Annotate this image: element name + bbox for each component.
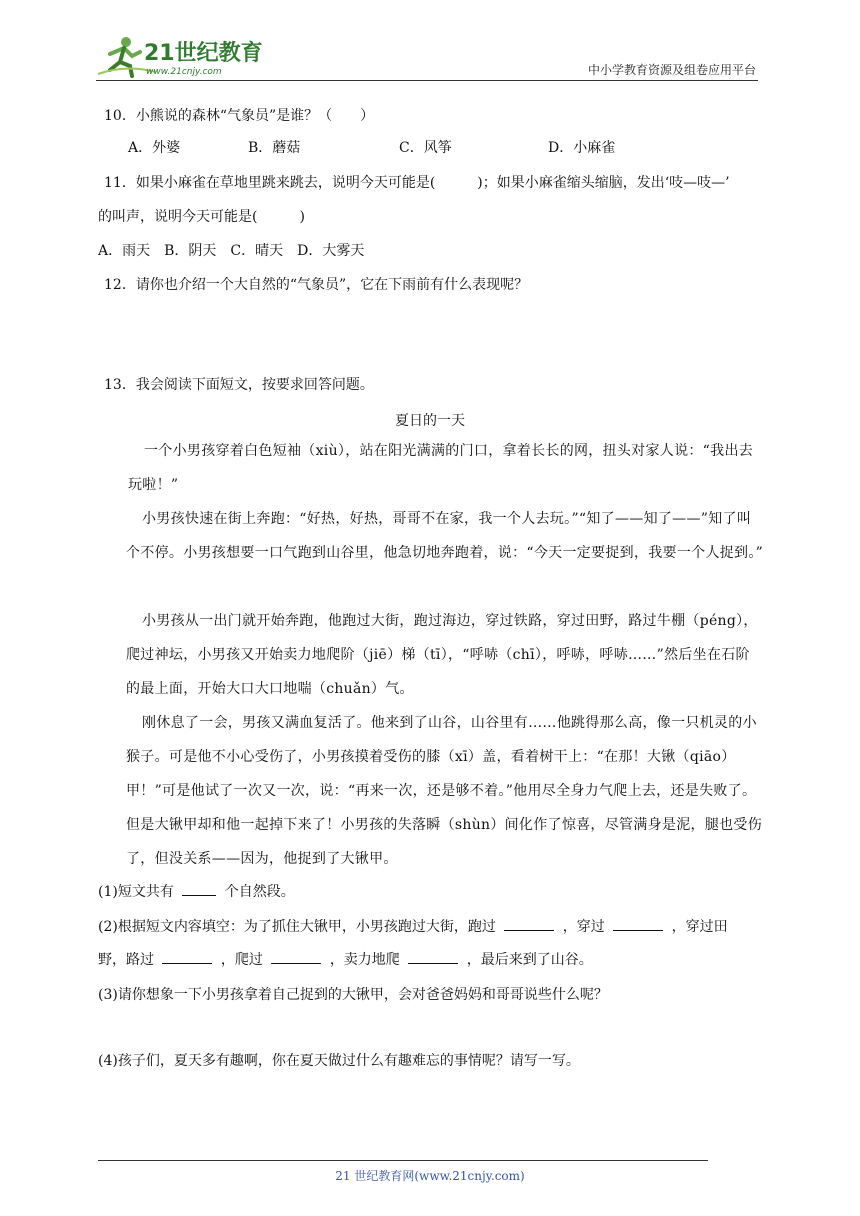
sub2-blank-3[interactable] <box>162 951 212 964</box>
sub-question-3: (3)请你想象一下小男孩拿着自己捉到的大锹甲，会对爸爸妈妈和哥哥说些什么呢？ <box>98 987 608 1003</box>
sub2-text-a: (2)根据短文内容填空：为了抓住大锹甲，小男孩跑过大街，跑过 <box>98 919 496 935</box>
sub-question-4: (4)孩子们，夏天多有趣啊，你在夏天做过什么有趣难忘的事情呢？请写一写。 <box>98 1053 580 1069</box>
passage-paragraph-3: 小男孩从一出门就开始奔跑，他跑过大街，跑过海边，穿过铁路，穿过田野，路过牛棚（péng），爬过神坛，小男孩又开始卖力地爬阶（jiē）梯（tī），“呼哧（chī），呼哧，呼哧……”然后坐在石阶的最上面，开始大口大口地喘（chuǎn）气。 <box>126 613 758 697</box>
sub2-blank-2[interactable] <box>613 918 663 931</box>
q10-option-b: B．蘑菇 <box>248 140 301 156</box>
sub2-text-g: ，最后来到了山谷。 <box>466 952 593 968</box>
passage-paragraph-2: 小男孩快速在街上奔跑：“好热，好热，哥哥不在家，我一个人去玩。”“知了——知了——”知了叫个不停。小男孩想要一口气跑到山谷里，他急切地奔跑着，说：“今天一定要捉到，我要一个人捉到。” <box>126 511 764 561</box>
q11-options: A．雨天 B．阴天 C．晴天 D．大雾天 <box>98 243 365 259</box>
q11-line1: 11．如果小麻雀在草地里跳来跳去，说明今天可能是( )；如果小麻雀缩头缩脑，发出‘吱—吱—’ <box>104 175 730 191</box>
q10-option-d: D．小麻雀 <box>548 140 616 156</box>
passage-paragraph-1: 一个小男孩穿着白色短袖（xiù），站在阳光满满的门口，拿着长长的网，扭头对家人说：“我出去玩啦！” <box>128 443 754 493</box>
footer-divider <box>98 1160 708 1161</box>
header-divider <box>96 80 758 81</box>
q12-question: 12．请你也介绍一个大自然的“气象员”，它在下雨前有什么表现呢？ <box>104 277 529 293</box>
sub2-text-f: ，卖力地爬 <box>329 952 400 968</box>
sub2-blank-5[interactable] <box>408 951 458 964</box>
sub1-blank[interactable] <box>182 883 216 896</box>
q13-question: 13．我会阅读下面短文，按要求回答问题。 <box>104 377 374 393</box>
logo-url-text: www.21cnjy.com <box>146 67 222 77</box>
q10-question: 10．小熊说的森林“气象员”是谁？（ ） <box>104 108 375 124</box>
q11-line2: 的叫声，说明今天可能是( ) <box>98 209 305 225</box>
sub2-blank-1[interactable] <box>504 918 554 931</box>
platform-label: 中小学教育资源及组卷应用平台 <box>587 63 756 77</box>
passage-title: 夏日的一天 <box>395 413 465 429</box>
sub-question-1 <box>98 882 295 902</box>
sub2-text-d: 野，路过 <box>98 952 154 968</box>
site-logo <box>96 34 266 78</box>
footer-link[interactable]: 21 世纪教育网(www.21cnjy.com) <box>335 1169 525 1183</box>
q10-option-a: A．外婆 <box>128 140 181 156</box>
sub-question-2-line2 <box>98 950 593 970</box>
sub2-blank-4[interactable] <box>271 951 321 964</box>
sub2-text-e: ，爬过 <box>220 952 263 968</box>
q10-option-c: C．风筝 <box>399 140 452 156</box>
sub1-text-a: (1)短文共有 <box>98 884 174 900</box>
logo-main-text: 21世纪教育 <box>144 41 263 66</box>
sub-question-2-line1 <box>98 917 728 937</box>
sub2-text-b: ，穿过 <box>562 919 605 935</box>
sub1-text-b: 个自然段。 <box>224 884 295 900</box>
passage-paragraph-4: 刚休息了一会，男孩又满血复活了。他来到了山谷，山谷里有……他跳得那么高，像一只机灵的小猴子。可是他不小心受伤了，小男孩摸着受伤的膝（xī）盖，看着树干上：“在那！大锹（qiāo）甲！”可是他试了一次又一次，说：“再来一次，还是够不着。”他用尽全身力气爬上去，还是失败了。但是大锹甲却和他一起掉下来了！小男孩的失落瞬（shùn）间化作了惊喜，尽管满身是泥，腿也受伤了，但没关系——因为，他捉到了大锹甲。 <box>126 715 763 867</box>
sub2-text-c: ，穿过田 <box>671 919 728 935</box>
